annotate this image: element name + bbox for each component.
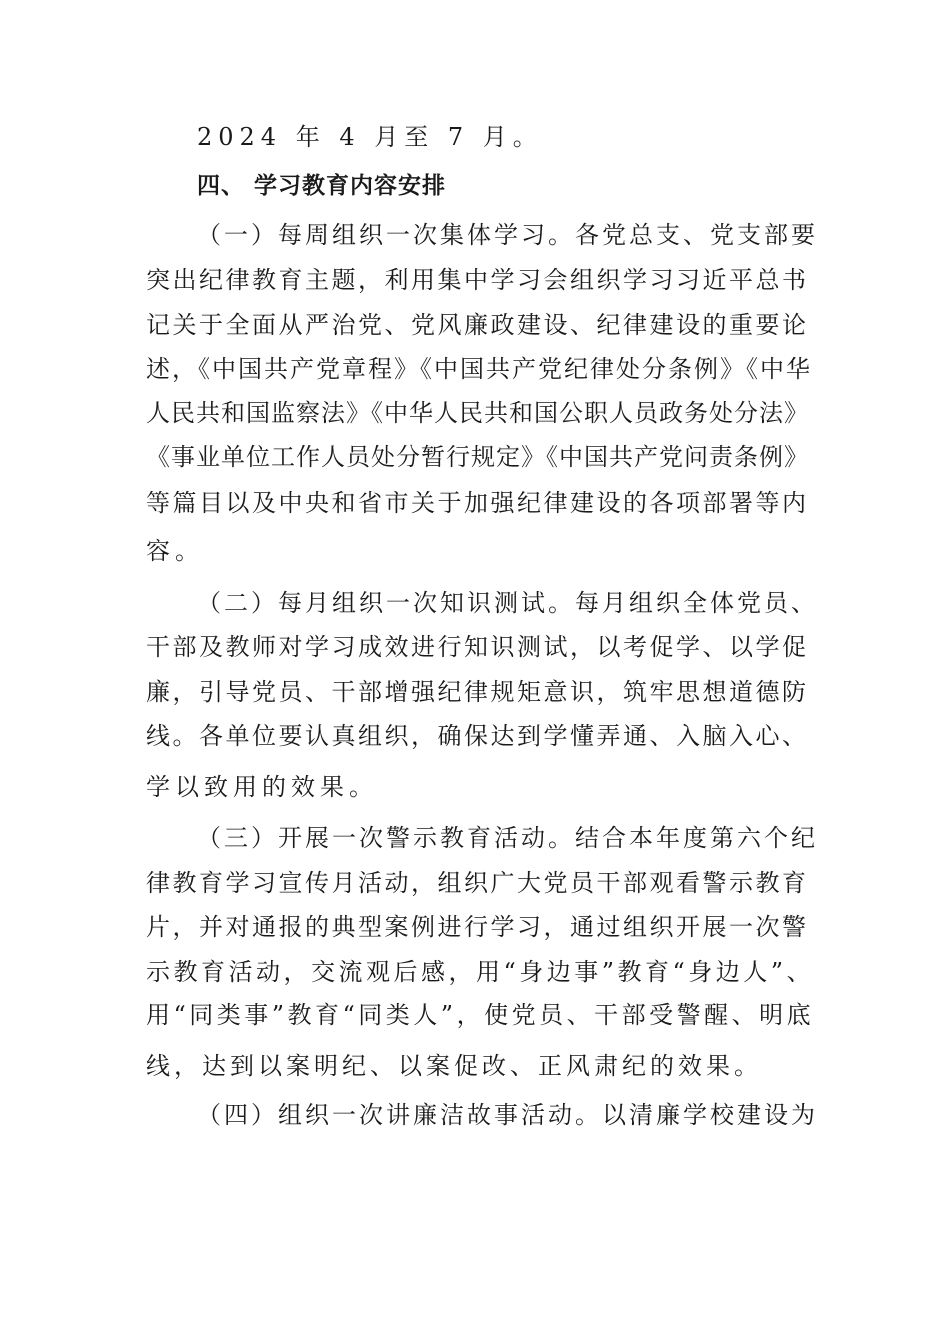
text-line <box>0 305 950 345</box>
text-line-content: （一）每周组织一次集体学习。各党总支、党支部要 <box>197 221 818 249</box>
text-line <box>0 437 950 477</box>
text-line-content: 述，《中国共产党章程》《中国共产党纪律处分条例》《中华 <box>146 355 812 383</box>
text-line-content: 记关于全面从严治党、党风廉政建设、纪律建设的重要论 <box>146 311 809 339</box>
text-line-content: （四）组织一次讲廉洁故事活动。以清廉学校建设为 <box>197 1101 818 1129</box>
text-line <box>0 1046 950 1086</box>
text-line <box>0 483 950 523</box>
section-heading-text: 四、 学习教育内容安排 <box>197 173 447 199</box>
text-line <box>0 1095 950 1135</box>
text-line <box>0 583 950 623</box>
text-line <box>0 952 950 992</box>
text-line-content: 律教育学习宣传月活动，组织广大党员干部观看警示教育 <box>146 869 809 897</box>
text-line <box>0 215 950 255</box>
text-line <box>0 627 950 667</box>
text-line-content: 廉，引导党员、干部增强纪律规矩意识，筑牢思想道德防 <box>146 678 809 706</box>
text-line <box>0 818 950 858</box>
text-line-content: 线，达到以案明纪、以案促改、正风肃纪的效果。 <box>146 1052 762 1080</box>
text-line-content: 2024 年 4 月至 7 月。 <box>197 123 543 151</box>
text-line <box>0 995 950 1035</box>
text-line-content: 《事业单位工作人员处分暂行规定》《中国共产党问责条例》 <box>146 443 809 471</box>
text-line-content: 示教育活动，交流观后感，用“身边事”教育“身边人”、 <box>146 958 815 986</box>
text-line <box>0 716 950 756</box>
text-line <box>0 907 950 947</box>
text-line <box>0 349 950 389</box>
text-line <box>0 767 950 807</box>
text-line <box>0 531 950 571</box>
text-line-content: 线。各单位要认真组织，确保达到学懂弄通、入脑入心、 <box>146 722 809 750</box>
text-line-content: （三）开展一次警示教育活动。结合本年度第六个纪 <box>197 824 818 852</box>
text-line-content: 等篇目以及中央和省市关于加强纪律建设的各项部署等内 <box>146 489 809 517</box>
text-line-content: （二）每月组织一次知识测试。每月组织全体党员、 <box>197 589 818 617</box>
text-line-content: 片，并对通报的典型案例进行学习，通过组织开展一次警 <box>146 913 809 941</box>
text-line-content: 干部及教师对学习成效进行知识测试，以考促学、以学促 <box>146 633 809 661</box>
section-heading <box>0 166 950 206</box>
text-line-content: 容。 <box>146 537 204 565</box>
text-line-content: 人民共和国监察法》《中华人民共和国公职人员政务处分法》 <box>146 399 809 427</box>
text-line-content: 学以致用的效果。 <box>146 773 378 801</box>
text-line-content: 用“同类事”教育“同类人”，使党员、干部受警醒、明底 <box>146 1001 815 1029</box>
text-line <box>0 863 950 903</box>
text-line <box>0 393 950 433</box>
text-line <box>0 117 950 157</box>
text-line <box>0 672 950 712</box>
text-line-content: 突出纪律教育主题，利用集中学习会组织学习习近平总书 <box>146 266 809 294</box>
text-line <box>0 260 950 300</box>
